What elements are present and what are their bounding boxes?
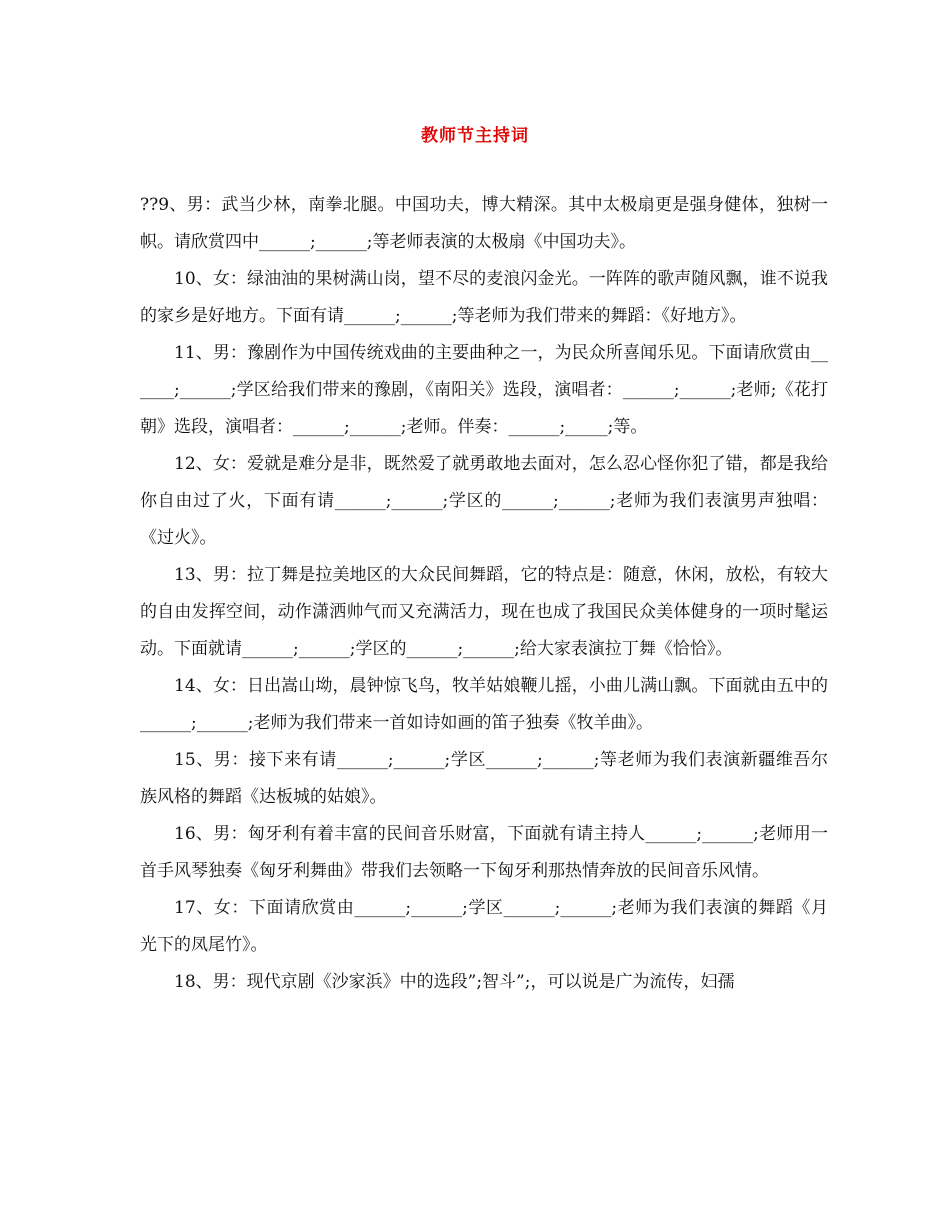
paragraph-17: 17、女：下面请欣赏由______;______;学区______;______;老师为我们表演的舞蹈《月光下的凤尾竹》。 bbox=[140, 898, 828, 955]
paragraph-11: 11、男：豫剧作为中国传统戏曲的主要曲种之一，为民众所喜闻乐见。下面请欣赏由______;______;学区给我们带来的豫剧，《南阳关》选段，演唱者：______;______;老师;《花打朝》选段，演唱者：______;______;老师。伴奏：______;_____;等。 bbox=[140, 343, 828, 437]
paragraph-9: ??9、男：武当少林，南拳北腿。中国功夫，博大精深。其中太极扇更是强身健体，独树一帜。请欣赏四中______;______;等老师表演的太极扇《中国功夫》。 bbox=[140, 195, 828, 252]
paragraph-12: 12、女：爱就是难分是非，既然爱了就勇敢地去面对，怎么忍心怪你犯了错，都是我给你自由过了火，下面有请______;______;学区的______;______;老师为我们表演男声独唱：《过火》。 bbox=[140, 454, 828, 548]
paragraph-10: 10、女：绿油油的果树满山岗，望不尽的麦浪闪金光。一阵阵的歌声随风飘，谁不说我的家乡是好地方。下面有请______;______;等老师为我们带来的舞蹈：《好地方》。 bbox=[140, 269, 828, 326]
paragraph-16: 16、男：匈牙利有着丰富的民间音乐财富，下面就有请主持人______;______;老师用一首手风琴独奏《匈牙利舞曲》带我们去领略一下匈牙利那热情奔放的民间音乐风情。 bbox=[140, 824, 828, 881]
paragraph-18: 18、男：现代京剧《沙家浜》中的选段”;智斗”;，可以说是广为流传，妇孺 bbox=[174, 972, 735, 992]
document-body bbox=[140, 187, 828, 1001]
paragraph-13: 13、男：拉丁舞是拉美地区的大众民间舞蹈，它的特点是：随意，休闲，放松，有较大的自由发挥空间，动作潇洒帅气而又充满活力，现在也成了我国民众美体健身的一项时髦运动。下面就请______;______;学区的______;______;给大家表演拉丁舞《恰恰》。 bbox=[140, 565, 828, 659]
paragraph-14: 14、女：日出嵩山坳，晨钟惊飞鸟，牧羊姑娘鞭儿摇，小曲儿满山飘。下面就由五中的______;______;老师为我们带来一首如诗如画的笛子独奏《牧羊曲》。 bbox=[140, 676, 828, 733]
document-title: 教师节主持词 bbox=[421, 126, 529, 146]
paragraph-15: 15、男：接下来有请______;______;学区______;______;等老师为我们表演新疆维吾尔族风格的舞蹈《达板城的姑娘》。 bbox=[140, 750, 828, 807]
